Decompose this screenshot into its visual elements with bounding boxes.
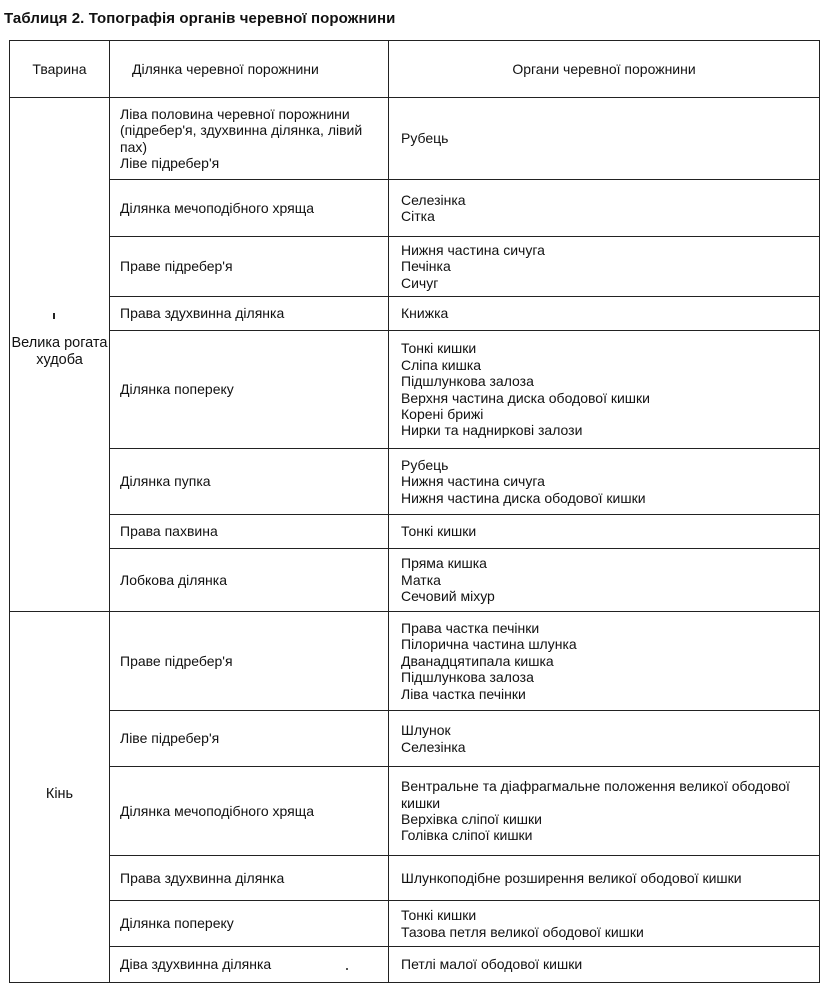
table-caption: Таблиця 2. Топографія органів черевної порожнини bbox=[4, 10, 396, 27]
region-cell bbox=[110, 767, 389, 856]
animal-name: Велика рогата худоба bbox=[11, 335, 108, 368]
region-cell bbox=[110, 856, 389, 901]
organ-item: Сичуг bbox=[401, 274, 439, 291]
animal-cell bbox=[10, 98, 110, 612]
region-cell bbox=[110, 449, 389, 515]
region-text: Лобкова ділянка bbox=[120, 571, 227, 588]
organ-item: Пілорична частина шлунка bbox=[401, 636, 577, 653]
organ-item: Тонкі кишки bbox=[401, 907, 477, 924]
print-speck bbox=[346, 968, 348, 970]
organs-cell bbox=[389, 901, 820, 947]
table-row bbox=[10, 180, 820, 237]
organ-item: Нижня частина сичуга bbox=[401, 473, 545, 490]
region-text: Діва здухвинна ділянка bbox=[120, 956, 272, 973]
organ-item: Верхівка сліпої кишки bbox=[401, 811, 542, 827]
table-row bbox=[10, 856, 820, 901]
organs-cell bbox=[389, 711, 820, 767]
region-text: Ділянка пупка bbox=[120, 473, 211, 490]
table-row bbox=[10, 297, 820, 331]
organs-cell bbox=[389, 180, 820, 237]
region-text: Праве підребер'я bbox=[120, 652, 233, 669]
organs-cell bbox=[389, 612, 820, 711]
organ-item: Верхня частина диска ободової кишки bbox=[401, 389, 650, 406]
organ-item: Тонкі кишки bbox=[401, 340, 477, 357]
organs-cell bbox=[389, 947, 820, 983]
organ-item: Печінка bbox=[401, 258, 451, 275]
animal-cell bbox=[10, 612, 110, 983]
region-cell bbox=[110, 237, 389, 297]
organs-cell bbox=[389, 237, 820, 297]
organs-cell bbox=[389, 449, 820, 515]
table-row bbox=[10, 767, 820, 856]
organ-item: Селезінка bbox=[401, 738, 466, 755]
organ-item: Нижня частина диска ободової кишки bbox=[401, 489, 646, 506]
region-text: Ділянка попереку bbox=[120, 381, 234, 398]
organ-item: Тазова петля великої ободової кишки bbox=[401, 923, 644, 940]
organs-cell bbox=[389, 331, 820, 449]
organ-item: Права частка печінки bbox=[401, 619, 540, 636]
region-cell bbox=[110, 711, 389, 767]
header-region: Ділянка черевної порожнини bbox=[110, 41, 389, 98]
organ-item: Пряма кишка bbox=[401, 555, 487, 572]
region-text: Ліве підребер'я bbox=[120, 154, 220, 171]
organ-item: Матка bbox=[401, 571, 441, 588]
region-text: Ліве підребер'я bbox=[120, 730, 220, 747]
region-cell bbox=[110, 549, 389, 612]
organs-cell bbox=[389, 856, 820, 901]
organ-item: Селезінка bbox=[401, 191, 466, 208]
header-animal: Тварина bbox=[10, 41, 110, 98]
region-text: Ліва половина черевної порожнини (підребер'я, здухвинна ділянка, лівий пах) bbox=[120, 105, 363, 155]
table-row bbox=[10, 711, 820, 767]
organ-item: Рубець bbox=[401, 130, 449, 147]
organ-item: Ліва частка печінки bbox=[401, 685, 526, 702]
region-cell bbox=[110, 947, 389, 983]
region-text: Права пахвина bbox=[120, 523, 218, 540]
region-cell bbox=[110, 901, 389, 947]
organ-item: Тонкі кишки bbox=[401, 523, 477, 540]
region-text: Праве підребер'я bbox=[120, 258, 233, 275]
organ-item: Сечовий міхур bbox=[401, 588, 495, 605]
organ-item: Дванадцятипала кишка bbox=[401, 652, 554, 669]
organs-cell bbox=[389, 98, 820, 180]
organ-item: Нижня частина сичуга bbox=[401, 241, 545, 258]
region-text: Ділянка мечоподібного хряща bbox=[120, 802, 315, 819]
organ-item: Вентральне та діафрагмальне положення великої ободової кишки bbox=[401, 778, 790, 811]
header-row bbox=[10, 41, 820, 98]
region-cell bbox=[110, 180, 389, 237]
organ-item: Підшлункова залоза bbox=[401, 669, 534, 686]
table-body bbox=[10, 98, 820, 983]
organ-item: Шлункоподібне розширення великої ободової кишки bbox=[401, 869, 742, 886]
region-text: Ділянка попереку bbox=[120, 915, 234, 932]
region-cell bbox=[110, 612, 389, 711]
organ-item: Петлі малої ободової кишки bbox=[401, 956, 583, 973]
table-row bbox=[10, 947, 820, 983]
organ-item: Рубець bbox=[401, 456, 449, 473]
table-row bbox=[10, 549, 820, 612]
organs-cell bbox=[389, 515, 820, 549]
header-organs: Органи черевної порожнини bbox=[389, 41, 820, 98]
table-row bbox=[10, 515, 820, 549]
organs-cell bbox=[389, 767, 820, 856]
organ-item: Сліпа кишка bbox=[401, 356, 482, 373]
region-cell bbox=[110, 515, 389, 549]
region-text: Ділянка мечоподібного хряща bbox=[120, 199, 315, 216]
organ-item: Підшлункова залоза bbox=[401, 373, 534, 390]
region-cell bbox=[110, 297, 389, 331]
organ-item: Сітка bbox=[401, 208, 435, 224]
organ-item: Шлунок bbox=[401, 722, 451, 739]
organs-cell bbox=[389, 549, 820, 612]
table-row bbox=[10, 901, 820, 947]
table-row bbox=[10, 98, 820, 180]
table-row bbox=[10, 237, 820, 297]
organ-item: Голівка сліпої кишки bbox=[401, 827, 533, 844]
table-header bbox=[10, 41, 820, 98]
table-row bbox=[10, 449, 820, 515]
topography-table bbox=[9, 40, 820, 983]
table-row bbox=[10, 612, 820, 711]
organ-item: Нирки та надниркові залози bbox=[401, 422, 583, 439]
organs-cell bbox=[389, 297, 820, 331]
organ-item: Корені брижі bbox=[401, 405, 484, 422]
animal-name: Кінь bbox=[45, 785, 74, 802]
region-cell bbox=[110, 331, 389, 449]
table-row bbox=[10, 331, 820, 449]
organ-item: Книжка bbox=[401, 305, 449, 322]
region-text: Права здухвинна ділянка bbox=[120, 305, 285, 322]
print-mark bbox=[53, 313, 55, 319]
region-cell bbox=[110, 98, 389, 180]
region-text: Права здухвинна ділянка bbox=[120, 869, 285, 886]
